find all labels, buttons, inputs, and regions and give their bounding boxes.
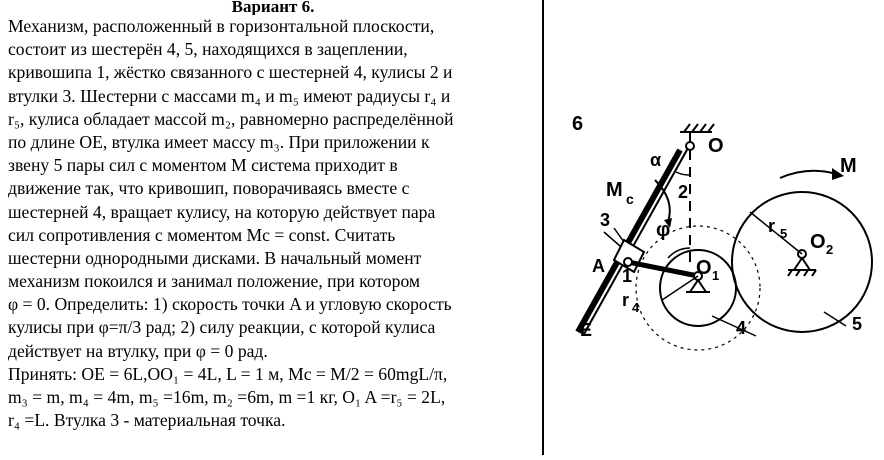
label-m: M bbox=[840, 155, 857, 177]
text-line: звену 5 пары сил с моментом M система приходит в bbox=[8, 155, 398, 176]
text-line: кривошипа 1, жёстко связанного с шестерней 4, кулисы 2 и bbox=[8, 62, 453, 83]
text-line: шестерни однородными дисками. В начальный момент bbox=[8, 247, 422, 268]
text-line: механизм покоился и занимал положение, при котором bbox=[8, 271, 421, 292]
gear-5 bbox=[732, 192, 872, 332]
label-o1: O bbox=[696, 257, 712, 279]
mechanism-diagram bbox=[546, 0, 884, 455]
text-line: сил сопротивления с моментом Mc = const. Считать bbox=[8, 224, 396, 245]
text-line: r₄ =L. Втулка 3 - материальная точка. bbox=[8, 410, 286, 431]
variant-title: Вариант 6. bbox=[231, 0, 315, 15]
label-mc-sub: c bbox=[626, 191, 634, 207]
label-r4-sub: 4 bbox=[632, 300, 640, 315]
label-alpha: α bbox=[650, 150, 662, 170]
text-line: втулки 3. Шестерни с массами m₄ и m₅ имеют радиусы r₄ и bbox=[8, 85, 451, 106]
figure-number: 6 bbox=[572, 113, 584, 135]
text-line: состоит из шестерён 4, 5, находящихся в зацеплении, bbox=[8, 39, 408, 60]
label-o2-sub: 2 bbox=[826, 242, 834, 257]
text-line: Механизм, расположенный в горизонтальной плоскости, bbox=[8, 16, 435, 36]
m-arrow bbox=[780, 171, 836, 178]
label-a: A bbox=[592, 256, 605, 276]
label-phi: φ bbox=[656, 219, 671, 241]
mechanism-figure bbox=[546, 0, 884, 455]
text-line: по длине OE, втулка имеет массу m₃. При приложении к bbox=[8, 131, 430, 152]
label-3: 3 bbox=[600, 210, 611, 230]
label-o1-sub: 1 bbox=[712, 268, 720, 283]
label-r4: r bbox=[622, 290, 630, 310]
text-line: φ = 0. Определить: 1) скорость точки A и угловую скорость bbox=[8, 294, 452, 315]
text-line: кулисы при φ=π/3 рад; 2) силу реакции, с которой кулиса bbox=[8, 317, 436, 338]
text-line: r₅, кулиса обладает массой m₂, равномерно распределённой bbox=[8, 108, 454, 129]
problem-statement bbox=[8, 15, 538, 432]
label-1: 1 bbox=[622, 266, 633, 286]
text-line: действует на втулку, при φ = 0 рад. bbox=[8, 340, 268, 361]
text-line: Принять: OE = 6L,OO₁ = 4L, L = 1 м, Mc = M/2 = 60mgL/π, bbox=[8, 363, 448, 384]
label-o: O bbox=[708, 135, 724, 157]
leader-4 bbox=[712, 316, 756, 336]
text-line: шестерней 4, вращает кулису, на которую действует пара bbox=[8, 201, 436, 222]
problem-text-column bbox=[8, 0, 538, 455]
column-divider bbox=[542, 0, 544, 455]
r5-line bbox=[750, 212, 802, 254]
text-line: движение так, что кривошип, поворачиваясь вместе с bbox=[8, 178, 410, 199]
label-mc: M bbox=[606, 179, 623, 201]
label-5: 5 bbox=[852, 314, 863, 334]
label-o2: O bbox=[810, 231, 826, 253]
label-e: E bbox=[580, 320, 593, 340]
label-r5: r bbox=[768, 216, 776, 236]
phi-arc bbox=[668, 248, 690, 258]
label-4: 4 bbox=[736, 318, 747, 338]
text-line: m₃ = m, m₄ = 4m, m₅ =16m, m₂ =6m, m =1 кг, O₁ A =r₅ = 2L, bbox=[8, 387, 446, 407]
leader-3 bbox=[614, 228, 624, 242]
alpha-arc bbox=[676, 172, 690, 175]
point-a bbox=[624, 258, 632, 266]
label-r5-sub: 5 bbox=[780, 226, 788, 241]
label-2: 2 bbox=[678, 182, 689, 202]
